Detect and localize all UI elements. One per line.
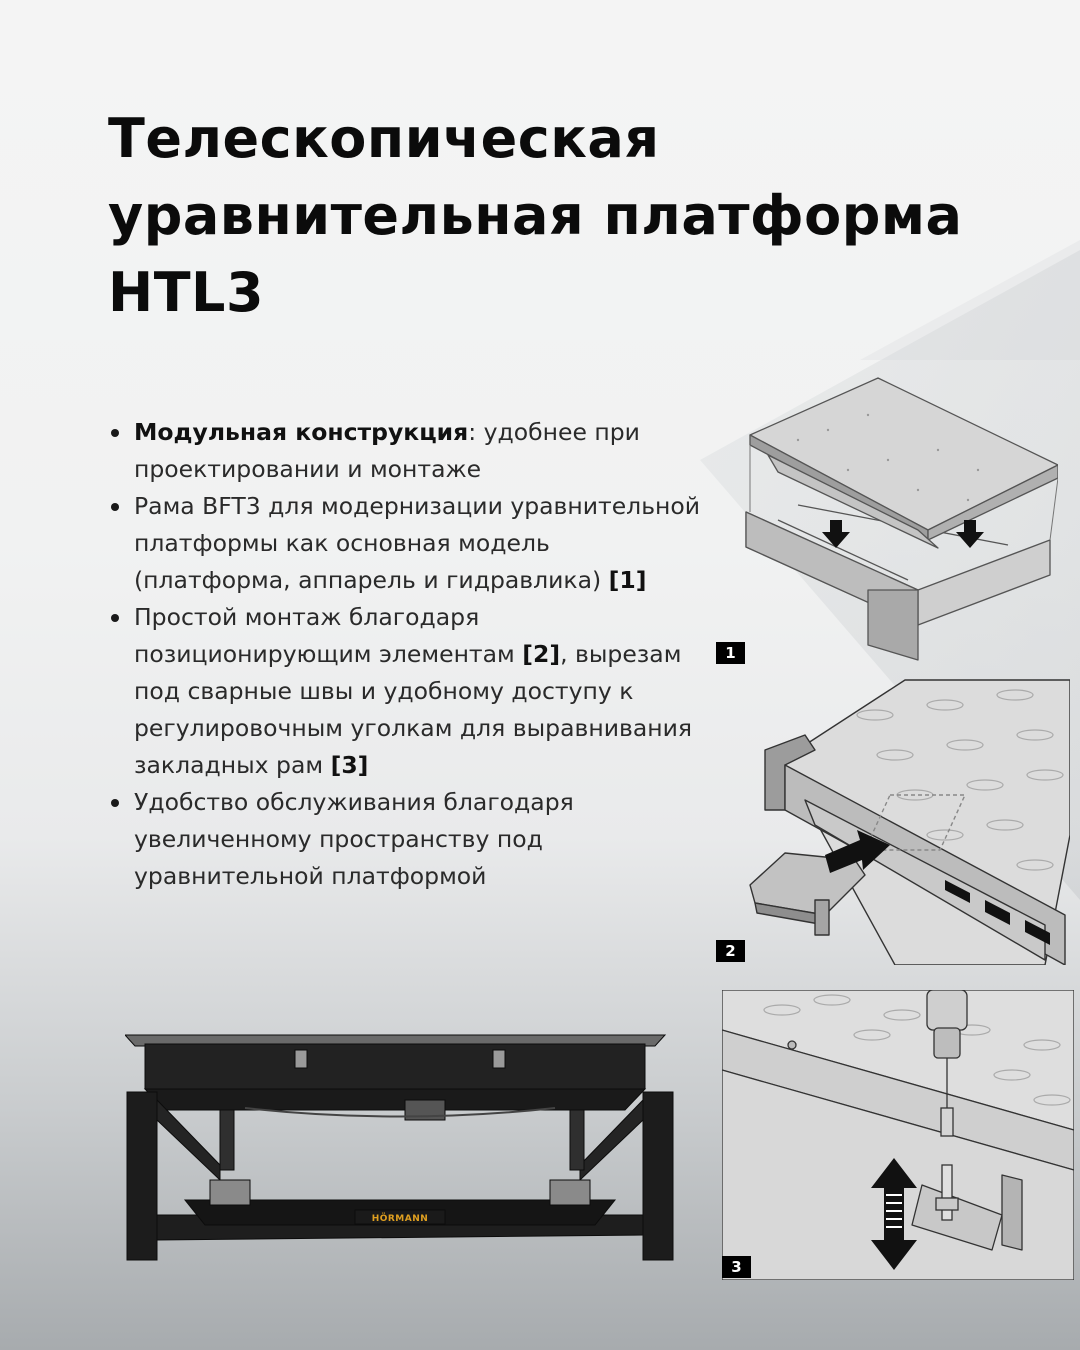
figure-2-detail [745, 675, 1070, 965]
page-title [108, 100, 988, 331]
feature-text: : удобнее при проектировании и монтаже [134, 418, 640, 483]
feature-bold: Модульная конструкция [134, 418, 469, 446]
title-line-2: уравнительная платформа [108, 184, 963, 247]
hormann-logo: HÖRMANN [371, 1214, 429, 1224]
figure-ref: [2] [522, 640, 561, 668]
title-line-3: HTL3 [108, 261, 265, 324]
arrow-down-icon [822, 520, 850, 548]
figure-3-number: 3 [722, 1256, 751, 1278]
figure-2-number: 2 [716, 940, 745, 962]
feature-text: Удобство обслуживания благодаря увеличенному пространству под уравнительной платформой [134, 788, 574, 890]
feature-text: Рама BFT3 для модернизации уравнительной платформы как основная модель (платформа, аппарель и гидравлика) [134, 492, 701, 594]
feature-item [108, 414, 708, 488]
product-photo-dock-leveller [125, 1030, 680, 1265]
figure-1-frame-drawing [738, 370, 1058, 665]
feature-item [108, 488, 708, 599]
figure-ref: [3] [330, 751, 369, 779]
figure-3-detail [722, 990, 1074, 1280]
figure-1-number: 1 [716, 642, 745, 664]
feature-item [108, 784, 708, 895]
title-line-1: Телескопическая [108, 107, 660, 170]
feature-text: , вырезам под сварные швы и удобному доступу к регулировочным уголкам для выравнивания закладных рам [134, 640, 692, 779]
feature-list [108, 414, 708, 895]
feature-item [108, 599, 708, 784]
figure-ref: [1] [608, 566, 647, 594]
feature-text: Простой монтаж благодаря позиционирующим элементам [134, 603, 523, 668]
